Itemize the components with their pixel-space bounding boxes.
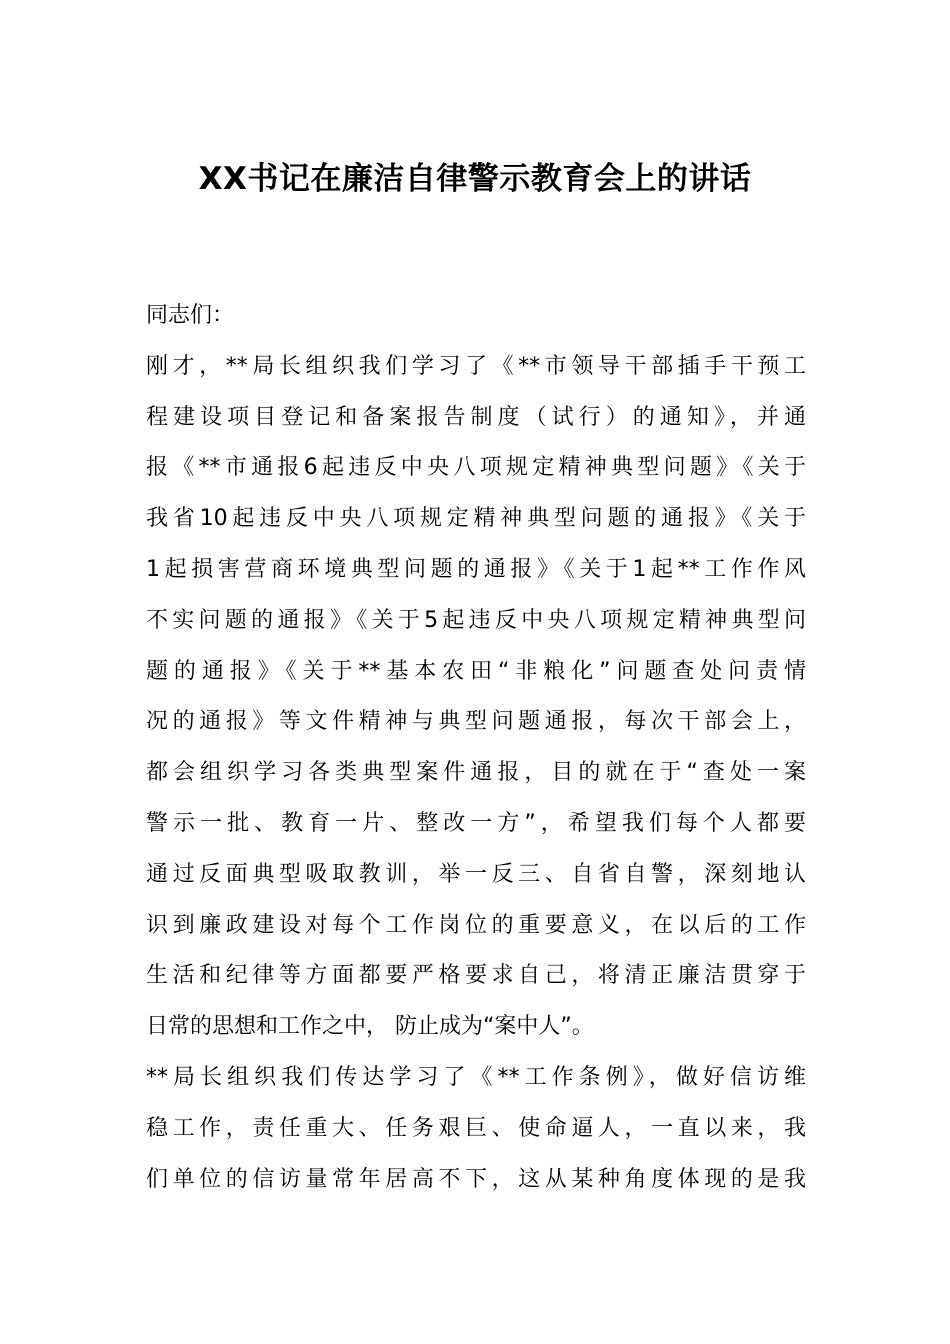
text-line: 我省10起违反中央八项规定精神典型问题的通报》《关于 [146, 506, 806, 532]
text-line: 不实问题的通报》《关于5起违反中央八项规定精神典型问 [146, 607, 806, 633]
text-line: 况的通报》等文件精神与典型问题通报，每次干部会上， [146, 709, 806, 735]
text-line: 警示一批、教育一片、整改一方”，希望我们每个人都要 [146, 810, 806, 836]
salutation-line: 同志们： [146, 303, 235, 328]
text-line: 1起损害营商环境典型问题的通报》《关于1起**工作作风 [146, 556, 806, 582]
text-line: 稳工作，责任重大、任务艰巨、使命逼人，一直以来，我 [146, 1115, 806, 1141]
text-line: 们单位的信访量常年居高不下，这从某种角度体现的是我 [146, 1166, 806, 1192]
text-line: 程建设项目登记和备案报告制度（试行）的通知》，并通 [146, 404, 806, 430]
text-line: **局长组织我们传达学习了《**工作条例》，做好信访维 [146, 1064, 806, 1090]
text-line: 刚才，**局长组织我们学习了《**市领导干部插手干预工 [146, 353, 806, 379]
text-line: 生活和纪律等方面都要严格要求自己，将清正廉洁贯穿于 [146, 963, 806, 989]
text-line: 识到廉政建设对每个工作岗位的重要意义，在以后的工作 [146, 912, 806, 938]
document-title: XX书记在廉洁自律警示教育会上的讲话 [198, 161, 752, 197]
text-line: 通过反面典型吸取教训，举一反三、自省自警，深刻地认 [146, 861, 806, 887]
text-line: 都会组织学习各类典型案件通报，目的就在于“查处一案 [146, 760, 806, 786]
text-line: 报《**市通报6起违反中央八项规定精神典型问题》《关于 [146, 455, 806, 481]
text-line: 题的通报》《关于**基本农田“非粮化”问题查处问责情 [146, 658, 806, 684]
paragraph-end-line: 日常的思想和工作之中， 防止成为“案中人”。 [146, 1014, 594, 1040]
document-body [146, 291, 806, 1205]
